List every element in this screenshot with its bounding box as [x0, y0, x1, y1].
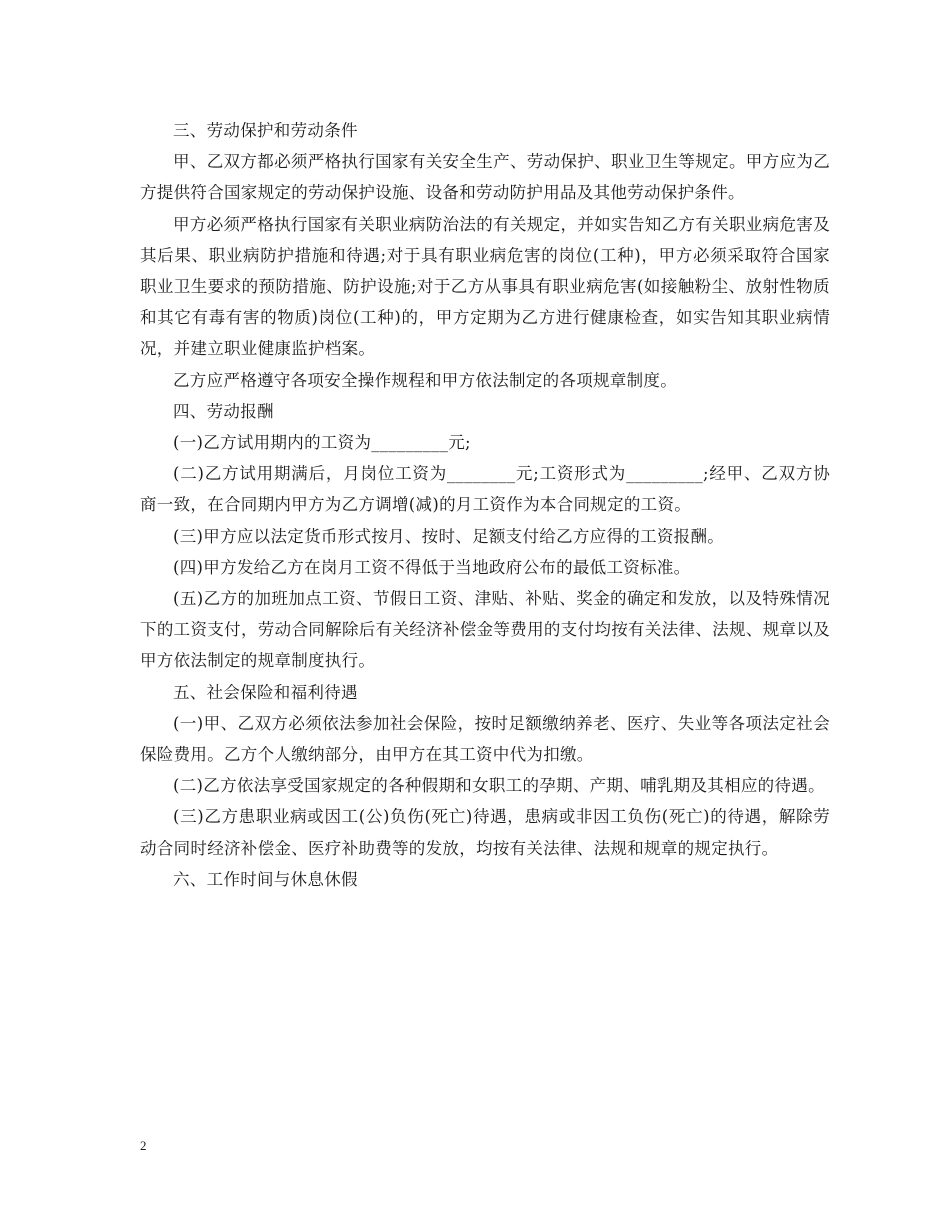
section-heading-working-hours: 六、工作时间与休息休假: [173, 869, 358, 889]
section-heading-social-insurance: 五、社会保险和福利待遇: [173, 682, 358, 702]
paragraph: (一)甲、乙双方必须依法参加社会保险，按时足额缴纳养老、医疗、失业等各项法定社会保险费用。乙方个人缴纳部分，由甲方在其工资中代为扣缴。: [140, 713, 830, 765]
paragraph: 甲、乙双方都必须严格执行国家有关安全生产、劳动保护、职业卫生等规定。甲方应为乙方提供符合国家规定的劳动保护设施、设备和劳动防护用品及其他劳动保护条件。: [140, 152, 830, 203]
paragraph: (三)乙方患职业病或因工(公)负伤(死亡)待遇，患病或非因工负伤(死亡)的待遇，解除劳动合同时经济补偿金、医疗补助费等的发放，均按有关法律、法规和规章的规定执行。: [140, 807, 830, 858]
paragraph: 甲方必须严格执行国家有关职业病防治法的有关规定，并如实告知乙方有关职业病危害及其后果、职业病防护措施和待遇;对于具有职业病危害的岗位(工种)，甲方必须采取符合国家职业卫生要求的预防措施、防护设施;对于乙方从事具有职业病危害(如接触粉尘、放射性物质和其它有毒有害的物质)岗位(工种)的，甲方定期为乙方进行健康检查，如实告知其职业病情况，并建立职业健康监护档案。: [140, 214, 830, 359]
paragraph: (五)乙方的加班加点工资、节假日工资、津贴、补贴、奖金的确定和发放，以及特殊情况下的工资支付，劳动合同解除后有关经济补偿金等费用的支付均按有关法律、法规、规章以及甲方依法制定的规章制度执行。: [140, 589, 830, 671]
section-heading-remuneration: 四、劳动报酬: [173, 401, 274, 421]
paragraph: 乙方应严格遵守各项安全操作规程和甲方依法制定的各项规章制度。: [173, 370, 677, 390]
section-heading-labor-protection: 三、劳动保护和劳动条件: [173, 121, 358, 140]
paragraph: (二)乙方试用期满后，月岗位工资为________元;工资形式为_________;经甲、乙双方协商一致，在合同期内甲方为乙方调增(减)的月工资作为本合同规定的工资。: [140, 464, 830, 515]
document-body: [140, 115, 830, 895]
paragraph: (一)乙方试用期内的工资为_________元;: [173, 433, 471, 453]
paragraph: (三)甲方应以法定货币形式按月、按时、足额支付给乙方应得的工资报酬。: [173, 526, 725, 546]
page-number: 2: [140, 1138, 147, 1153]
paragraph: (二)乙方依法享受国家规定的各种假期和女职工的孕期、产期、哺乳期及其相应的待遇。: [173, 776, 825, 796]
paragraph: (四)甲方发给乙方在岗月工资不得低于当地政府公布的最低工资标准。: [173, 557, 691, 577]
